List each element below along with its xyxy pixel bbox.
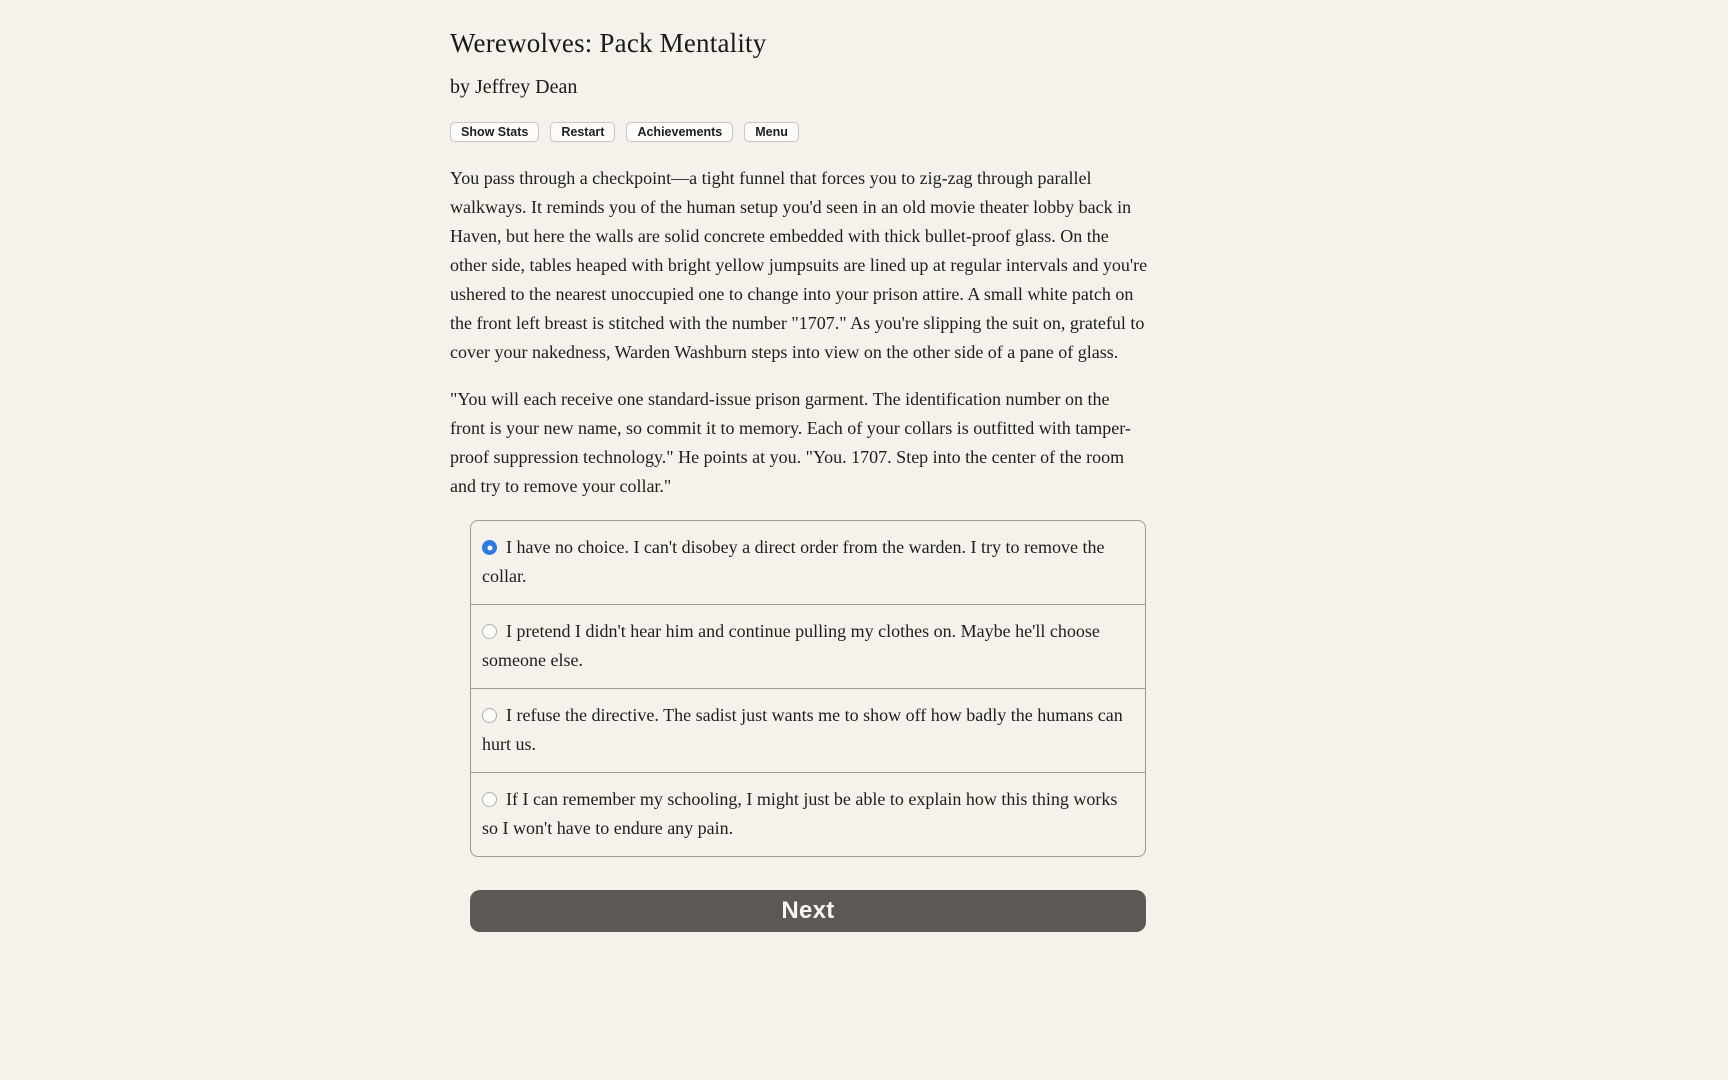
radio-button-icon[interactable] <box>482 708 497 723</box>
choice-option-label: I have no choice. I can't disobey a direct order from the warden. I try to remove the collar. <box>482 537 1105 586</box>
choice-option-2[interactable] <box>471 605 1145 689</box>
radio-button-icon[interactable] <box>482 624 497 639</box>
choice-option-3[interactable] <box>471 689 1145 773</box>
radio-button-icon[interactable] <box>482 540 497 555</box>
choice-option-label: If I can remember my schooling, I might just be able to explain how this thing works so I won't have to endure any pain. <box>482 789 1118 838</box>
menu-button[interactable]: Menu <box>744 122 799 142</box>
story-column <box>450 0 1148 932</box>
show-stats-button[interactable]: Show Stats <box>450 122 539 142</box>
radio-button-icon[interactable] <box>482 792 497 807</box>
author-byline: by Jeffrey Dean <box>450 76 578 98</box>
story-paragraph-1: You pass through a checkpoint—a tight funnel that forces you to zig-zag through parallel walkways. It reminds you of the human setup you'd seen in an old movie theater lobby back in Haven, but here the walls are solid concrete embedded with thick bullet-proof glass. On the other side, tables heaped with bright yellow jumpsuits are lined up at regular intervals and you're ushered to the nearest unoccupied one to change into your prison attire. A small white patch on the front left breast is stitched with the number "1707." As you're slipping the suit on, grateful to cover your nakedness, Warden Washburn steps into view on the other side of a pane of glass. <box>450 168 1148 362</box>
achievements-button[interactable]: Achievements <box>626 122 733 142</box>
choice-option-1[interactable] <box>471 521 1145 605</box>
toolbar <box>450 122 1148 142</box>
next-button[interactable]: Next <box>470 890 1146 932</box>
choice-option-4[interactable] <box>471 773 1145 856</box>
story-paragraph-2: "You will each receive one standard-issue prison garment. The identification number on the front is your new name, so commit it to memory. Each of your collars is outfitted with tamper-proof suppression technology." He points at you. "You. 1707. Step into the center of the room and try to remove your collar." <box>450 389 1131 496</box>
choice-group <box>470 520 1146 857</box>
restart-button[interactable]: Restart <box>550 122 615 142</box>
page-title: Werewolves: Pack Mentality <box>450 28 767 58</box>
choice-option-label: I refuse the directive. The sadist just wants me to show off how badly the humans can hurt us. <box>482 705 1123 754</box>
choice-option-label: I pretend I didn't hear him and continue pulling my clothes on. Maybe he'll choose someone else. <box>482 621 1100 670</box>
